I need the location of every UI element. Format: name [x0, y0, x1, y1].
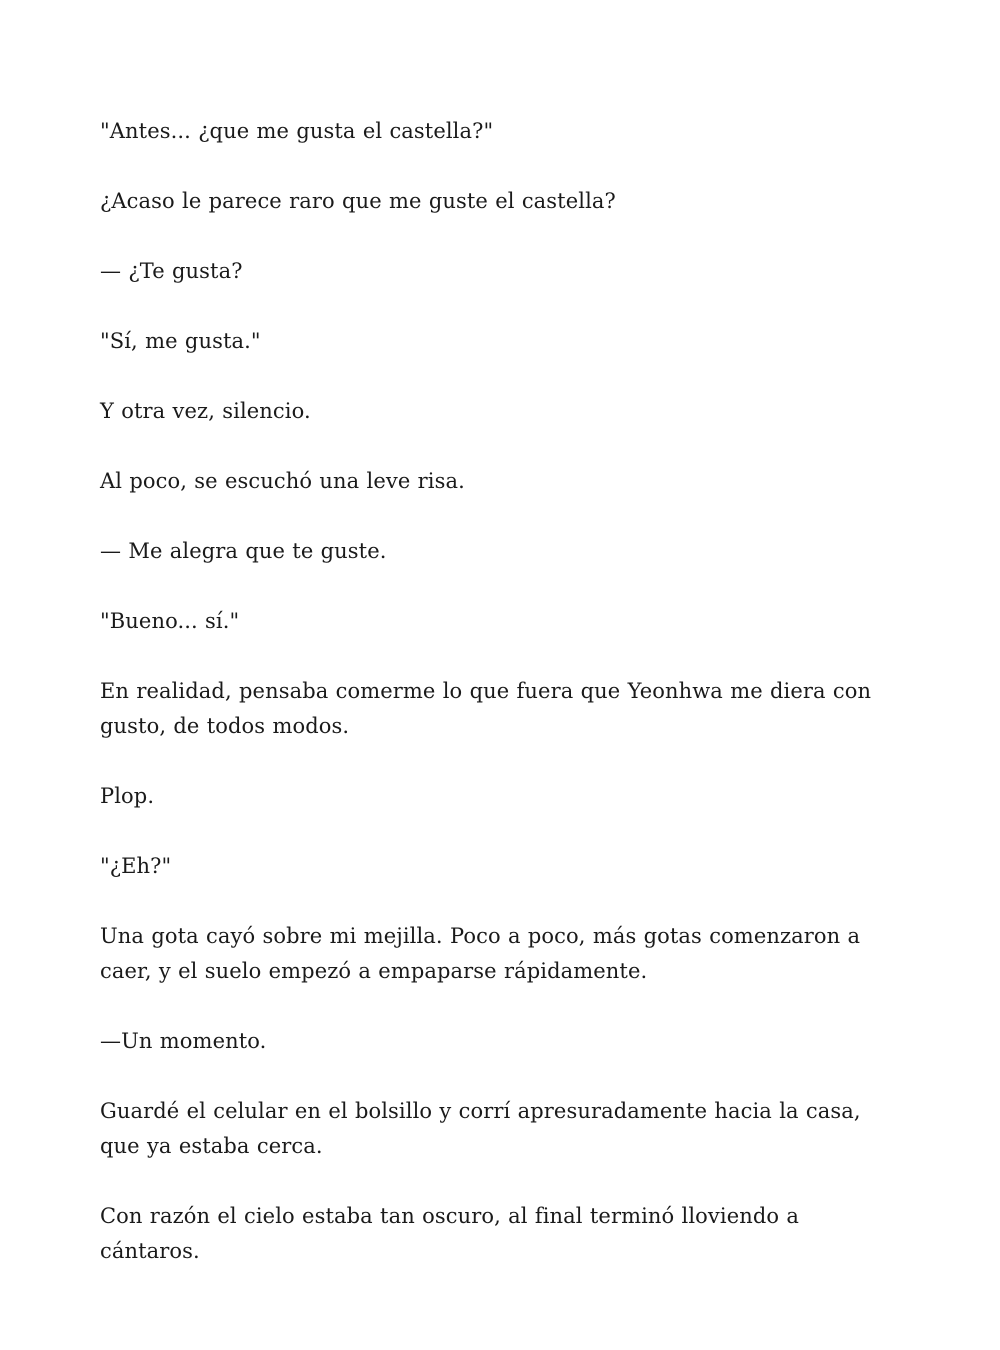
paragraph: — Me alegra que te guste.	[100, 539, 387, 563]
paragraph: Al poco, se escuchó una leve risa.	[100, 469, 465, 493]
paragraph: —Un momento.	[100, 1029, 267, 1053]
paragraph: "Sí, me gusta."	[100, 329, 261, 353]
paragraph: Guardé el celular en el bolsillo y corrí apresuradamente hacia la casa, que ya estaba cerca.	[100, 1099, 861, 1158]
paragraph: Una gota cayó sobre mi mejilla. Poco a poco, más gotas comenzaron a caer, y el suelo empezó a empaparse rápidamente.	[100, 924, 861, 983]
paragraph: "Antes... ¿que me gusta el castella?"	[100, 119, 494, 143]
paragraph: Plop.	[100, 784, 155, 808]
paragraph: ¿Acaso le parece raro que me guste el castella?	[100, 189, 616, 213]
paragraph: "Bueno... sí."	[100, 609, 240, 633]
paragraph: Con razón el cielo estaba tan oscuro, al final terminó lloviendo a cántaros.	[100, 1204, 800, 1263]
paragraph: Y otra vez, silencio.	[100, 399, 311, 423]
paragraph: En realidad, pensaba comerme lo que fuera que Yeonhwa me diera con gusto, de todos modos.	[100, 679, 872, 738]
document-body	[100, 114, 900, 1304]
paragraph: "¿Eh?"	[100, 854, 172, 878]
paragraph: — ¿Te gusta?	[100, 259, 243, 283]
